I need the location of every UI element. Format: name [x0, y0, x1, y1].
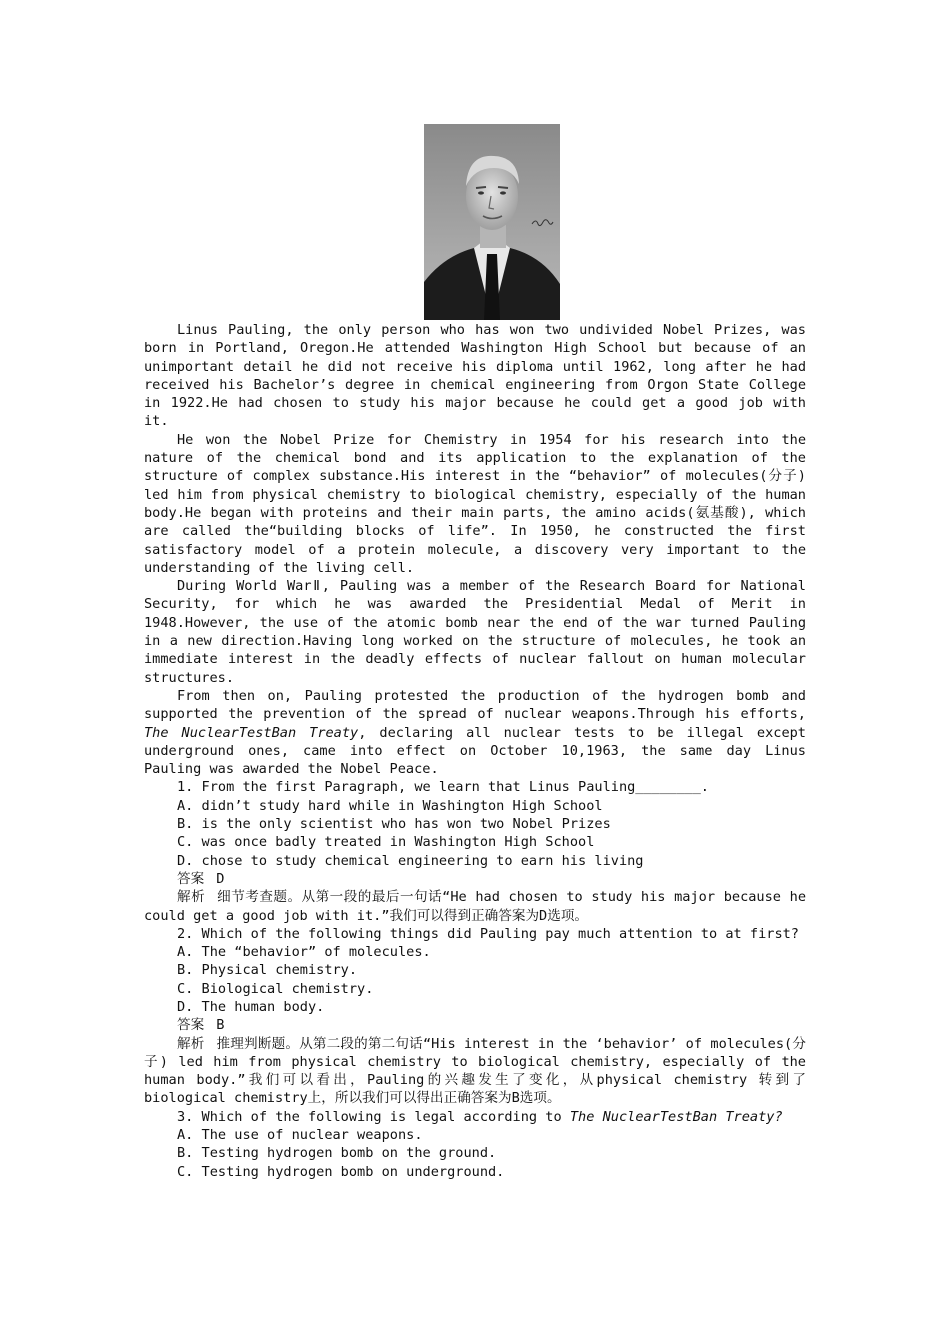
- question-2-answer: [144, 1016, 806, 1034]
- question-1-stem: 1. From the first Paragraph, we learn that Linus Pauling________.: [177, 779, 709, 796]
- paragraph-4: [144, 687, 806, 778]
- answer-value: D: [216, 870, 225, 887]
- question-2-option-d: D. The human body.: [177, 998, 325, 1015]
- question-1-explanation: [144, 888, 806, 925]
- explanation-text: 细节考查题。从第一段的最后一句话“He had chosen to study his major because he could get a good job with it.”我们可以得到正确答案为D选项。: [144, 889, 807, 924]
- explanation-label: 解析: [177, 889, 206, 906]
- question-3-option-b: B. Testing hydrogen bomb on the ground.: [177, 1145, 497, 1162]
- question-2-option-c: C. Biological chemistry.: [177, 980, 374, 997]
- question-1-option-b: B. is the only scientist who has won two Nobel Prizes: [177, 816, 611, 833]
- paragraph-2: He won the Nobel Prize for Chemistry in 1954 for his research into the nature of the chemical bond and its application to the explanation of the structure of complex substance.His interest in the “behavior” of molecules(分子) led him from physical chemistry to biological chemistry, especially of the human body.He began with proteins and their main parts, the amino acids(氨基酸), which are called the“building blocks of life”. In 1950, he constructed the first satisfactory model of a protein molecule, a discovery very important to the understanding of the living cell.: [144, 431, 806, 576]
- question-3-stem-text: 3. Which of the following is legal according to: [177, 1108, 570, 1125]
- treaty-title: The NuclearTestBan Treaty: [144, 724, 359, 741]
- explanation-label: 解析: [177, 1035, 205, 1052]
- question-2-stem: 2. Which of the following things did Pauling pay much attention to at first?: [177, 925, 799, 942]
- answer-label: 答案: [177, 870, 205, 887]
- question-3-stem: [144, 1108, 806, 1126]
- answer-value: B: [216, 1017, 225, 1034]
- question-1-answer: [144, 870, 806, 888]
- paragraph-4-text-a: From then on, Pauling protested the production of the hydrogen bomb and supported the prevention of the spread of nuclear weapons.Through his efforts,: [144, 687, 806, 723]
- question-3-option-a: A. The use of nuclear weapons.: [177, 1127, 423, 1144]
- question-1-option-c: C. was once badly treated in Washington High School: [177, 834, 595, 851]
- portrait-photo: [424, 124, 560, 320]
- paragraph-3: During World WarⅡ, Pauling was a member of the Research Board for National Security, for which he was awarded the Presidential Medal of Merit in 1948.However, the use of the atomic bomb near the end of the war turned Pauling in a new direction.Having long worked on the structure of molecules, he took an immediate interest in the deadly effects of nuclear fallout on human molecular structures.: [144, 578, 806, 686]
- question-2-option-b: B. Physical chemistry.: [177, 962, 358, 979]
- explanation-text: 推理判断题。从第二段的第二句话“His interest in the ‘behavior’ of molecules(分子) led him from physical chemistry to biological chemistry, especially of the human body.”我们可以看出，Pauling的兴趣发生了变化，从physical chemistry 转到了biological chemistry上，所以我们可以得出正确答案为B选项。: [144, 1035, 806, 1107]
- question-3-option-c: C. Testing hydrogen bomb on underground.: [177, 1163, 505, 1180]
- paragraph-4-text-b: , declaring all nuclear tests to be illegal except underground ones, came into effect on October 10,1963, the same day Linus Pauling was awarded the Nobel Peace.: [144, 724, 806, 778]
- question-2-option-a: A. The “behavior” of molecules.: [177, 944, 431, 961]
- question-1-option-a: A. didn’t study hard while in Washington High School: [177, 797, 603, 814]
- treaty-title: The NuclearTestBan Treaty?: [569, 1108, 783, 1125]
- document-body: [144, 321, 806, 1181]
- answer-label: 答案: [177, 1017, 205, 1034]
- question-1-option-d: D. chose to study chemical engineering to earn his living: [177, 852, 644, 869]
- paragraph-1: Linus Pauling, the only person who has won two undivided Nobel Prizes, was born in Portland, Oregon.He attended Washington High School but because of an unimportant detail he did not receive his diploma until 1962, long after he had received his Bachelor’s degree in chemical engineering from Orgon State College in 1922.He had chosen to study his major because he could get a good job with it.: [144, 322, 806, 430]
- question-2-explanation: [144, 1035, 806, 1108]
